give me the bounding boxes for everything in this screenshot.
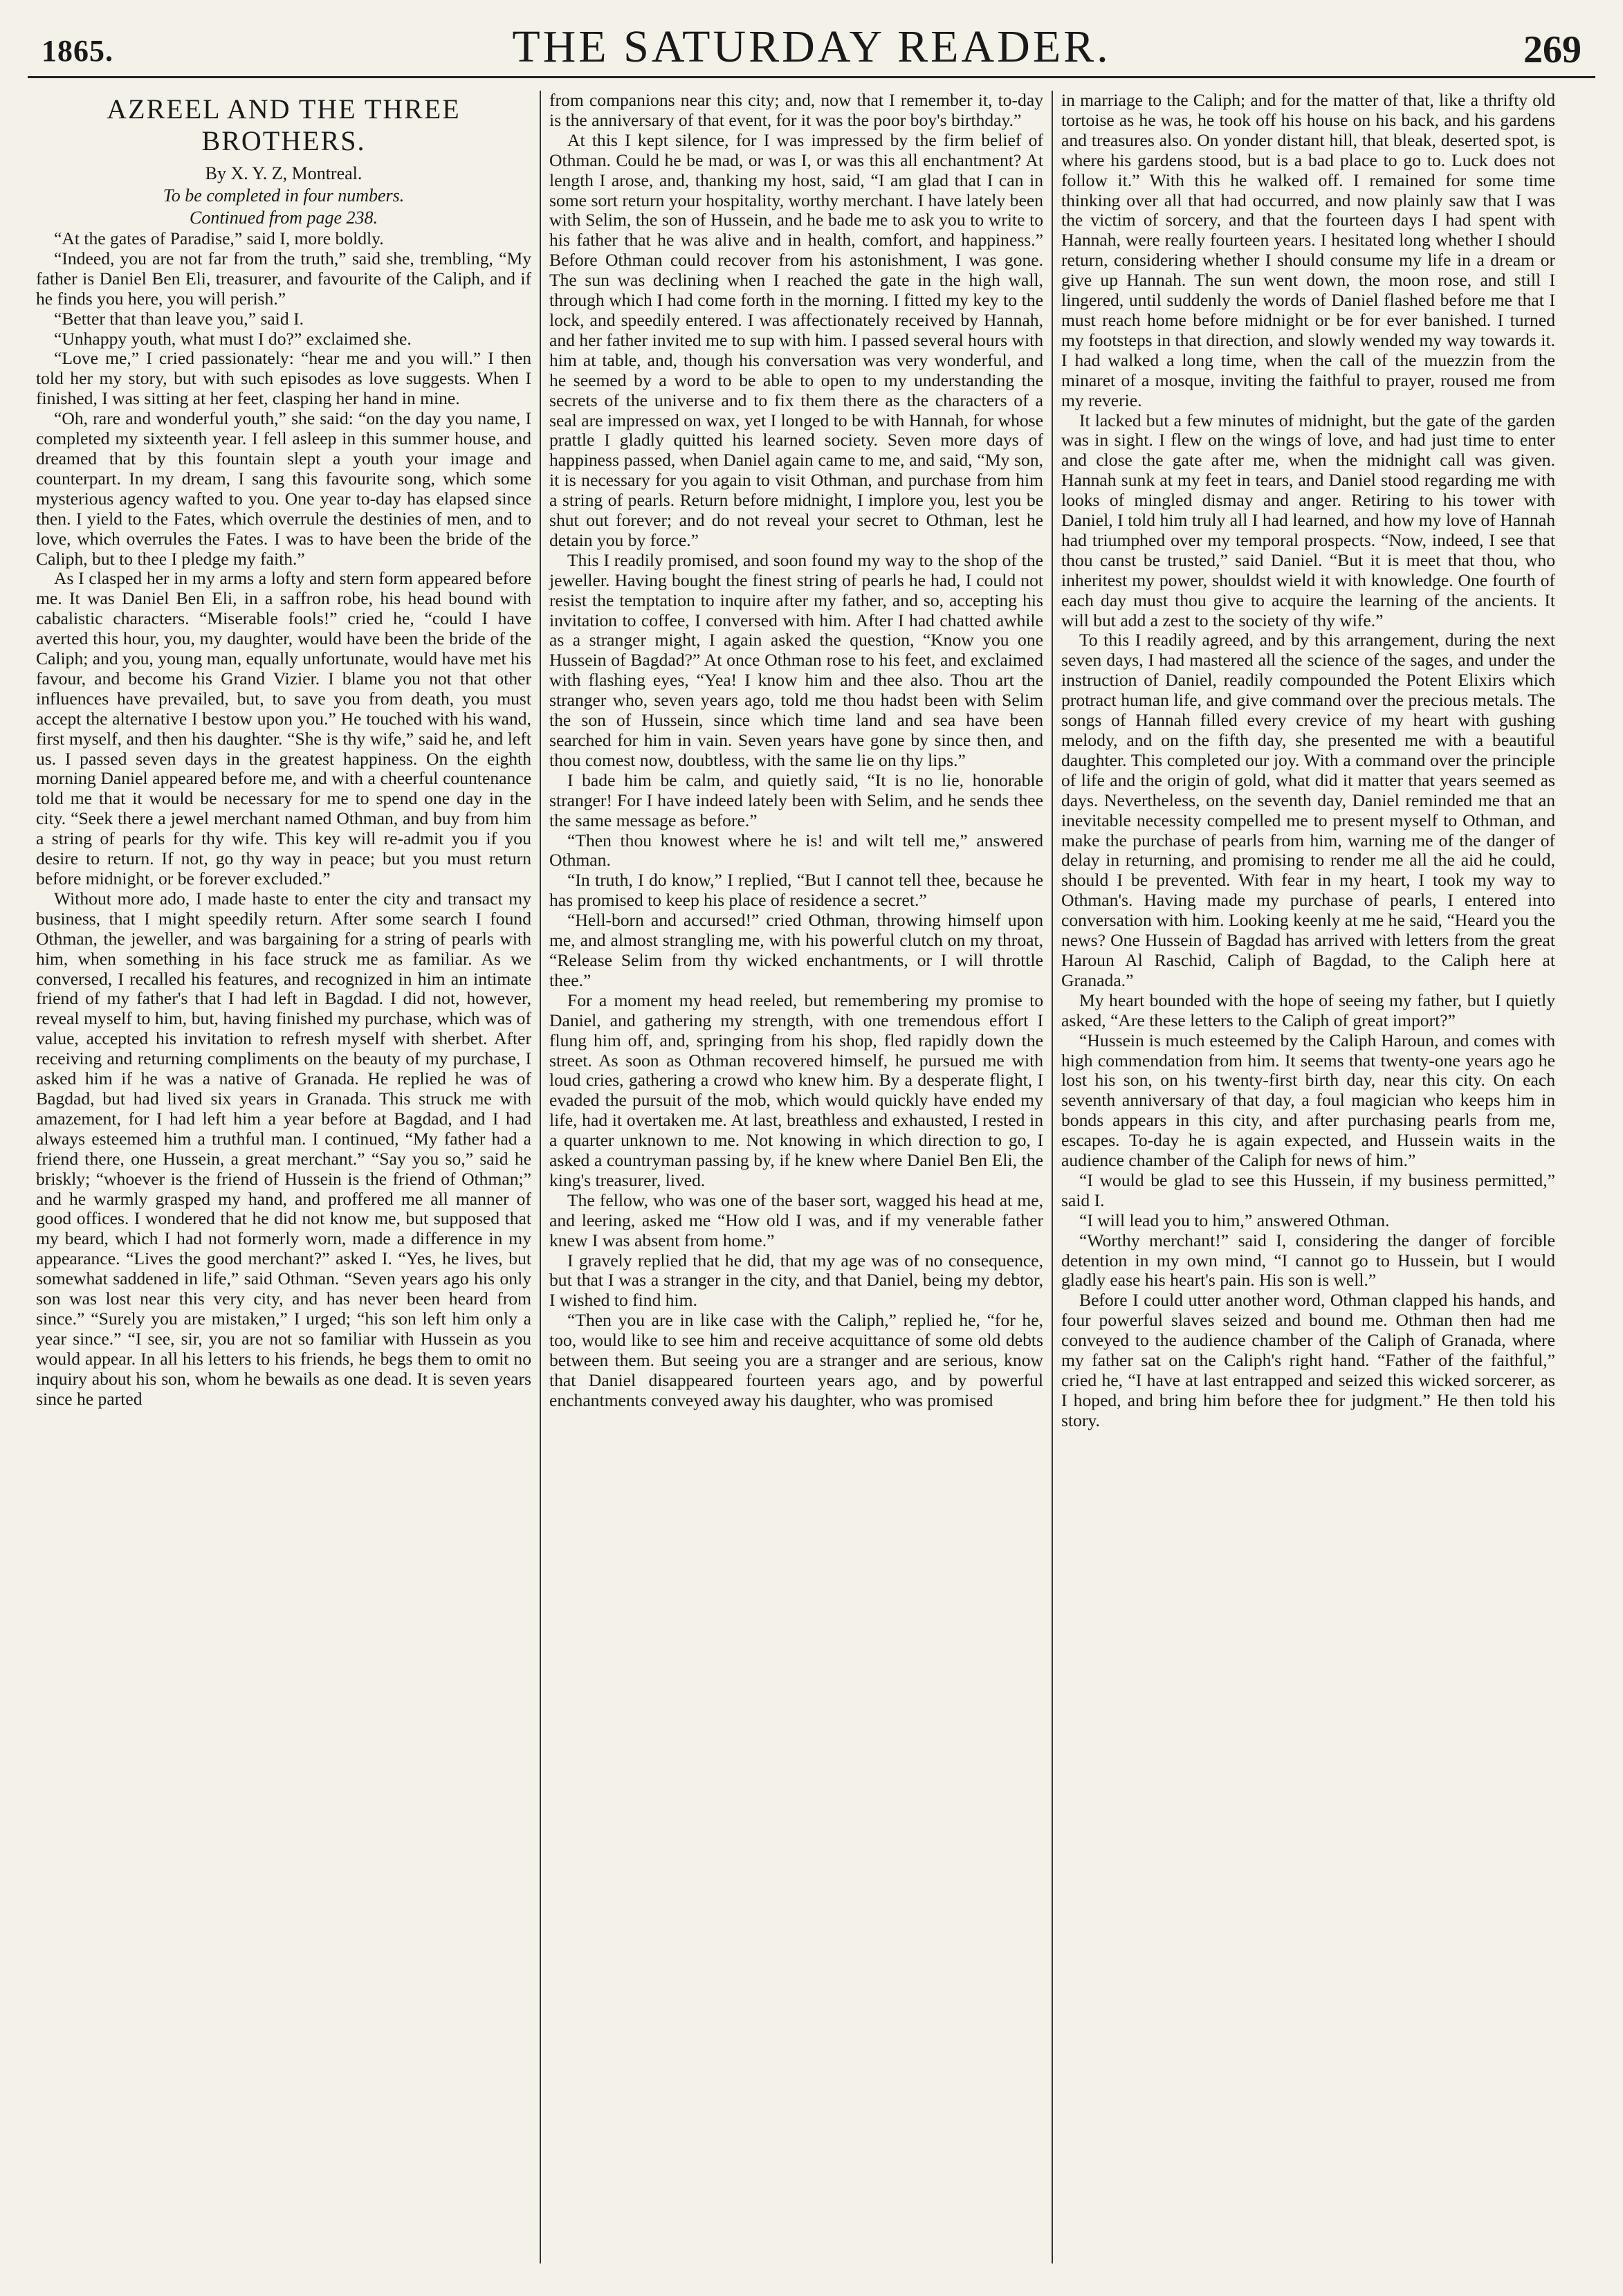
paragraph: “Hussein is much esteemed by the Caliph Haroun, and comes with high commendation from him. It seems that twenty-one years ago he lost his son, on his twenty-first birth day, near this city. On each seventh anniversary of that day, a foul magician who keeps him in bonds appears in this city, and after purchasing pearls from me, escapes. To-day he is again expected, and Hussein waits in the audience chamber of the Caliph for news of him.” <box>1061 1030 1555 1171</box>
paragraph: It lacked but a few minutes of midnight, but the gate of the garden was in sight. I flew on the wings of love, and had just time to enter and close the gate after me, when the midnight call was given. Hannah sunk at my feet in tears, and Daniel stood regarding me with looks of mingled dismay and anger. Retiring to his tower with Daniel, I told him truly all I had learned, and how my love of Hannah had triumphed over my temporal prospects. “Now, indeed, I see that thou canst be trusted,” said Daniel. “But it is meet that thou, who inheritest my power, shouldst wield it with knowledge. One fourth of each day must thou give to acquire the learning of the ancients. It will but add a zest to the society of thy wife.” <box>1061 410 1555 630</box>
paragraph: This I readily promised, and soon found my way to the shop of the jeweller. Having bought the finest string of pearls he had, I could not resist the temptation to inquire after my father, and so, accepting his invitation to coffee, I conversed with him. After I had chatted awhile as a stranger might, I again asked the question, “Know you one Hussein of Bagdad?” At once Othman rose to his feet, and exclaimed with flashing eyes, “Yea! I know him and thee also. Thou art the stranger who, seven years ago, told me thou hadst been with Selim the son of Hussein, since which time land and sea have been searched for him in vain. Seven years have gone by since then, and thou comest now, doubtless, with the same lie on thy lips.” <box>549 549 1043 770</box>
paragraph: “Unhappy youth, what must I do?” exclaimed she. <box>54 328 412 349</box>
paragraph: from companions near this city; and, now that I remember it, to-day is the anniversary of that event, for it was the poor boy's birthday.” <box>549 91 1043 130</box>
paragraph: For a moment my head reeled, but remembering my promise to Daniel, and gathering my strength, with one tremendous effort I flung him off, and, springing from his shop, fled rapidly down the street. As soon as Othman recovered himself, he pursued me with loud cries, gathering a crowd who knew him. By a desperate flight, I evaded the pursuit of the mob, which would quickly have ended my life, had it overtaken me. At last, breathless and exhausted, I rested in a quarter unknown to me. Not knowing in which direction to go, I asked a countryman passing by, if he knew where Daniel Ben Eli, the king's treasurer, lived. <box>549 990 1043 1190</box>
paragraph: “In truth, I do know,” I replied, “But I cannot tell thee, because he has promised to keep his place of residence a secret.” <box>549 870 1043 911</box>
column-3 <box>1052 91 1564 2263</box>
paragraph: Before I could utter another word, Othman clapped his hands, and four powerful slaves seized and bound me. Othman then had me conveyed to the audience chamber of the Caliph of Granada, where my father sat on the Caliph's right hand. “Father of the faithful,” cried he, “I have at last entrapped and seized this wicked sorcerer, as I hoped, and bring him before thee for judgment.” He then told his story. <box>1061 1290 1555 1430</box>
issue-year: 1865. <box>42 34 113 68</box>
newspaper-title: THE SATURDAY READER. <box>512 21 1111 72</box>
continuation-note: Continued from page 238. <box>189 208 378 228</box>
paragraph: “Oh, rare and wonderful youth,” she said: “on the day you name, I completed my sixteenth year. I fell asleep in this summer house, and dreamed that by this fountain slept a youth your image and counterpart. In my dream, I sang this favourite song, which some mysterious agency wafted to you. One year to-day has elapsed since then. I yield to the Fates, which overrule the destinies of men, and to love, which overrules the Fates. I was to have been the bride of the Caliph, but to thee I pledge my faith.” <box>36 408 531 569</box>
paragraph: My heart bounded with the hope of seeing my father, but I quietly asked, “Are these letters to the Caliph of great import?” <box>1061 990 1555 1030</box>
paragraph: “Love me,” I cried passionately: “hear me and you will.” I then told her my story, but with such episodes as love suggests. When I finished, I was sitting at her feet, clasping her hand in mine. <box>36 348 531 409</box>
paragraph: I bade him be calm, and quietly said, “It is no lie, honorable stranger! For I have indeed lately been with Selim, and he sends thee the same message as before.” <box>549 769 1043 830</box>
page-number: 269 <box>1523 28 1581 71</box>
paragraph: “Indeed, you are not far from the truth,” said she, trembling, “My father is Daniel Ben Eli, treasurer, and favourite of the Caliph, and if he finds you here, you will perish.” <box>36 248 531 309</box>
column-1 <box>28 91 540 2263</box>
paragraph: “At the gates of Paradise,” said I, more boldly. <box>54 228 384 248</box>
paragraph: in marriage to the Caliph; and for the matter of that, like a thrifty old tortoise as he was, he took off his house on his back, and his gardens and treasures also. On yonder distant hill, that bleak, deserted spot, is where his gardens stood, but is a bad place to go to. Luck does not follow it.” With this he walked off. I remained for some time thinking over all that had occurred, and now plainly saw that I was the victim of sorcery, and that the fourteen days I had spent with Hannah, were really fourteen years. I hesitated long whether I should return, considering whether I should consume my life in a dream or give up Hannah. The sun went down, the moon rose, and still I lingered, until suddenly the words of Daniel flashed before me that I must reach home before midnight or be for ever banished. I turned my footsteps in that direction, and slowly wended my way towards it. I had walked a long time, when the call of the muezzin from the minaret of a mosque, inviting the faithful to prayer, roused me from my reverie. <box>1061 91 1555 410</box>
paragraph: “Then thou knowest where he is! and wilt tell me,” answered Othman. <box>549 830 1043 871</box>
paragraph: “Worthy merchant!” said I, considering the danger of forcible detention in my own mind, “I cannot go to Hussein, but I would gladly ease his heart's pain. His son is well.” <box>1061 1230 1555 1291</box>
column-2 <box>540 91 1052 2263</box>
serial-note: To be completed in four numbers. <box>163 185 405 206</box>
text-columns <box>28 91 1595 2263</box>
masthead <box>28 12 1595 78</box>
paragraph: To this I readily agreed, and by this arrangement, during the next seven days, I had mastered all the science of the sages, and under the instruction of Daniel, readily compounded the Potent Elixirs which protract human life, and give command over the precious metals. The songs of Hannah filled every crevice of my heart with gushing melody, and on the fifth day, she presented me with a beautiful daughter. This completed our joy. With a command over the principle of life and the origin of gold, what did it matter that years seemed as days. Nevertheless, on the seventh day, Daniel reminded me that an inevitable necessity compelled me to present myself to Othman, and make the purchase of pearls from him, warning me of the danger of delay in returning, and promising to render me all the aid he could, should I be prevented. With fear in my heart, I took my way to Othman's. Having made my purchase of pearls, I entered into conversation with him. Looking keenly at me he said, “Heard you the news? One Hussein of Bagdad has arrived with letters from the great Haroun Al Raschid, Caliph of Bagdad, to the Caliph here at Granada.” <box>1061 630 1555 990</box>
paragraph: “I would be glad to see this Hussein, if my business permitted,” said I. <box>1061 1169 1555 1210</box>
paragraph: “Better that than leave you,” said I. <box>54 308 304 329</box>
paragraph: At this I kept silence, for I was impressed by the firm belief of Othman. Could he be mad, or was I, or was this all enchantment? At length I arose, and, thanking my host, said, “I am glad that I can in some sort return your hospitality, worthy merchant. I have lately been with Selim, the son of Hussein, and he bade me to ask you to write to his father that he was alive and in health, comfort, and happiness.” Before Othman could recover from his astonishment, I was gone. The sun was declining when I reached the gate in the high wall, through which I had come forth in the morning. I fitted my key to the lock, and speedily entered. I was affectionately received by Hannah, and her father invited me to sup with him. I passed several hours with him at table, and, though his conversation was very wonderful, and he seemed by a word to be able to open to my understanding the secrets of the universe and to fix them there as the characters of a seal are impressed on wax, yet I longed to be with Hannah, for whose prattle I gladly quitted his learned society. Seven more days of happiness passed, when Daniel again came to me, and said, “My son, it is necessary for you again to visit Othman, and purchase from him a string of pearls. Return before midnight, I implore you, lest you be shut out forever; and do not reveal your secret to Othman, lest he detain you by force.” <box>549 129 1043 550</box>
paragraph: As I clasped her in my arms a lofty and stern form appeared before me. It was Daniel Ben Eli, in a saffron robe, his head bound with cabalistic characters. “Miserable fools!” cried he, “could I have averted this hour, you, my daughter, would have been the bride of the Caliph; and you, young man, equally unfortunate, would have met his favour, and become his Grand Vizier. I blame you not that other influences have prevailed, but, to save you from death, you must accept the alternative I bestow upon you.” He touched with his wand, first myself, and then his daughter. “She is thy wife,” said he, and left us. I passed seven days in the greatest happiness. On the eighth morning Daniel appeared before me, and with a cheerful countenance told me that it would be necessary for me to spend one day in the city. “Seek there a jewel merchant named Othman, and buy from him a string of pearls for thy wife. This key will re-admit you if you desire to return. If not, go thy way in peace; but you must return before midnight, or be forever excluded.” <box>36 568 531 889</box>
paragraph: “Hell-born and accursed!” cried Othman, throwing himself upon me, and almost strangling me, with his powerful clutch on my throat, “Release Selim from thy wicked enchantments, or I will throttle thee.” <box>549 910 1043 990</box>
paragraph: “I will lead you to him,” answered Othman. <box>1079 1210 1390 1230</box>
paragraph: “Then you are in like case with the Caliph,” replied he, “for he, too, would like to see him and receive acquittance of some old debts between them. But seeing you are a stranger and are serious, know that Daniel disappeared fourteen years ago, and by powerful enchantments conveyed away his daughter, who was promised <box>549 1310 1043 1410</box>
article-byline: By X. Y. Z, Montreal. <box>205 163 363 183</box>
paragraph: I gravely replied that he did, that my age was of no consequence, but that I was a stranger in the city, and that Daniel, being my debtor, I wished to find him. <box>549 1250 1043 1311</box>
paragraph: The fellow, who was one of the baser sort, wagged his head at me, and leering, asked me “How old I was, and if my venerable father knew I was absent from home.” <box>549 1190 1043 1250</box>
paragraph: Without more ado, I made haste to enter the city and transact my business, that I might speedily return. After some search I found Othman, the jeweller, and was bargaining for a string of pearls with him, when something in his face struck me as familiar. As we conversed, I recalled his features, and recognized in him an intimate friend of my father's that I had left in Bagdad. I did not, however, reveal myself to him, but, having finished my purchase, which was of value, accepted his invitation to refresh myself with sherbet. After receiving and returning compliments on the beauty of my purchase, I asked him if he was a native of Granada. He replied he was of Bagdad, but had lived six years in Granada. This struck me with amazement, for I had left him a year before at Bagdad, and I had always esteemed him a truthful man. I continued, “My father had a friend there, one Hussein, a great merchant.” “Say you so,” said he briskly; “whoever is the friend of Hussein is the friend of Othman;” and he warmly grasped my hand, and proffered me all manner of good offices. I wondered that he did not know me, but supposed that my beard, which I had not formerly worn, made a difference in my appearance. “Lives the good merchant?” asked I. “Yes, he lives, but somewhat saddened in life,” said Othman. “Seven years ago his only son was lost near this very city, and has never been heard from since.” “Surely you are mistaken,” I urged; “his son left him only a year since.” “I see, sir, you are not so familiar with Hussein as you would appear. In all his letters to his friends, he begs them to omit no inquiry about his son, whom he bewails as one dead. It is seven years since he parted <box>36 888 531 1409</box>
article-title: AZREEL AND THE THREE BROTHERS. <box>107 93 461 156</box>
